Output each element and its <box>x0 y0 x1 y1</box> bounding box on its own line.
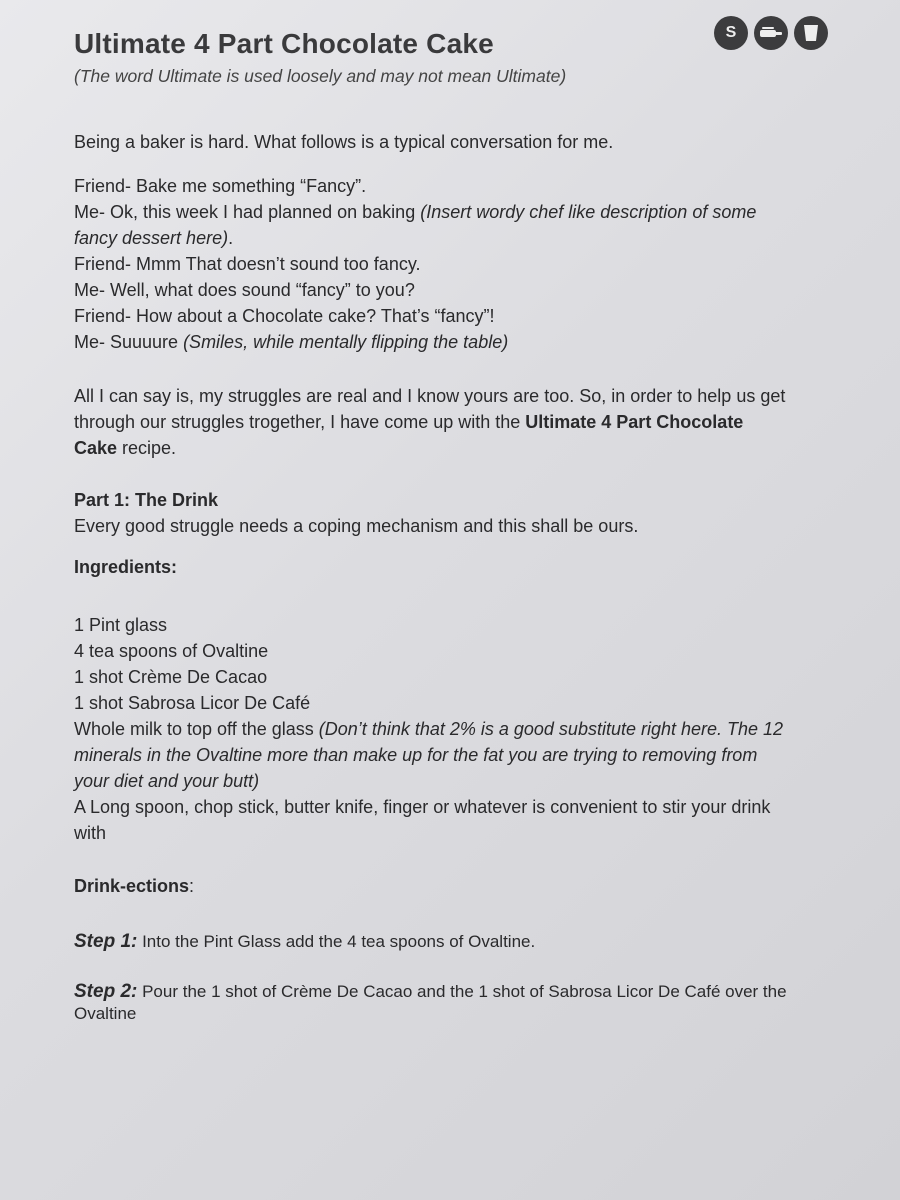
struggle-paragraph: All I can say is, my struggles are real and I know yours are too. So, in order to help us get through our struggles trogether, I have come up with the Ultimate 4 Part Chocolate Cake recipe. <box>74 386 786 458</box>
dialogue-line: Me- Suuuure (Smiles, while mentally flipping the table) <box>74 332 509 352</box>
list-item: 4 tea spoons of Ovaltine <box>74 641 269 661</box>
list-item: 1 Pint glass <box>74 615 168 635</box>
page-title: Ultimate 4 Part Chocolate Cake <box>74 28 494 59</box>
dialogue-block <box>74 173 790 355</box>
dialogue-line: Me- Ok, this week I had planned on baking (Insert wordy chef like description of some fancy dessert here). <box>74 202 757 248</box>
dialogue-line: Friend- Bake me something “Fancy”. <box>74 176 367 196</box>
directions-heading: Drink-ections: <box>74 876 195 896</box>
step-item: Step 2: Pour the 1 shot of Crème De Cacao and the 1 shot of Sabrosa Licor De Café over the Ovaltine <box>74 981 787 1023</box>
cup-icon <box>794 16 828 50</box>
list-item: 1 shot Crème De Cacao <box>74 667 268 687</box>
list-item: Whole milk to top off the glass (Don’t think that 2% is a good substitute right here. The 12 minerals in the Ovaltine more than make up for the fat you are trying to removing from your diet and your butt) <box>74 719 784 791</box>
part1-heading: Part 1: The Drink <box>74 490 219 510</box>
ingredients-heading: Ingredients: <box>74 557 178 577</box>
s-icon <box>714 16 748 50</box>
intro-paragraph: Being a baker is hard. What follows is a typical conversation for me. <box>74 132 614 152</box>
step-item: Step 1: Into the Pint Glass add the 4 tea spoons of Ovaltine. <box>74 931 536 952</box>
part1-text: Every good struggle needs a coping mechanism and this shall be ours. <box>74 516 639 536</box>
list-item: A Long spoon, chop stick, butter knife, finger or whatever is convenient to stir your drink with <box>74 797 771 843</box>
dialogue-line: Me- Well, what does sound “fancy” to you? <box>74 280 415 300</box>
header-icons <box>714 16 828 50</box>
list-item: 1 shot Sabrosa Licor De Café <box>74 693 311 713</box>
ingredients-list <box>74 612 790 846</box>
sauce-pan-icon <box>754 16 788 50</box>
dialogue-line: Friend- Mmm That doesn’t sound too fancy. <box>74 254 421 274</box>
dialogue-line: Friend- How about a Chocolate cake? That’s “fancy”! <box>74 306 495 326</box>
page-subtitle: (The word Ultimate is used loosely and may not mean Ultimate) <box>74 66 567 86</box>
s-icon-letter: S <box>725 24 737 41</box>
